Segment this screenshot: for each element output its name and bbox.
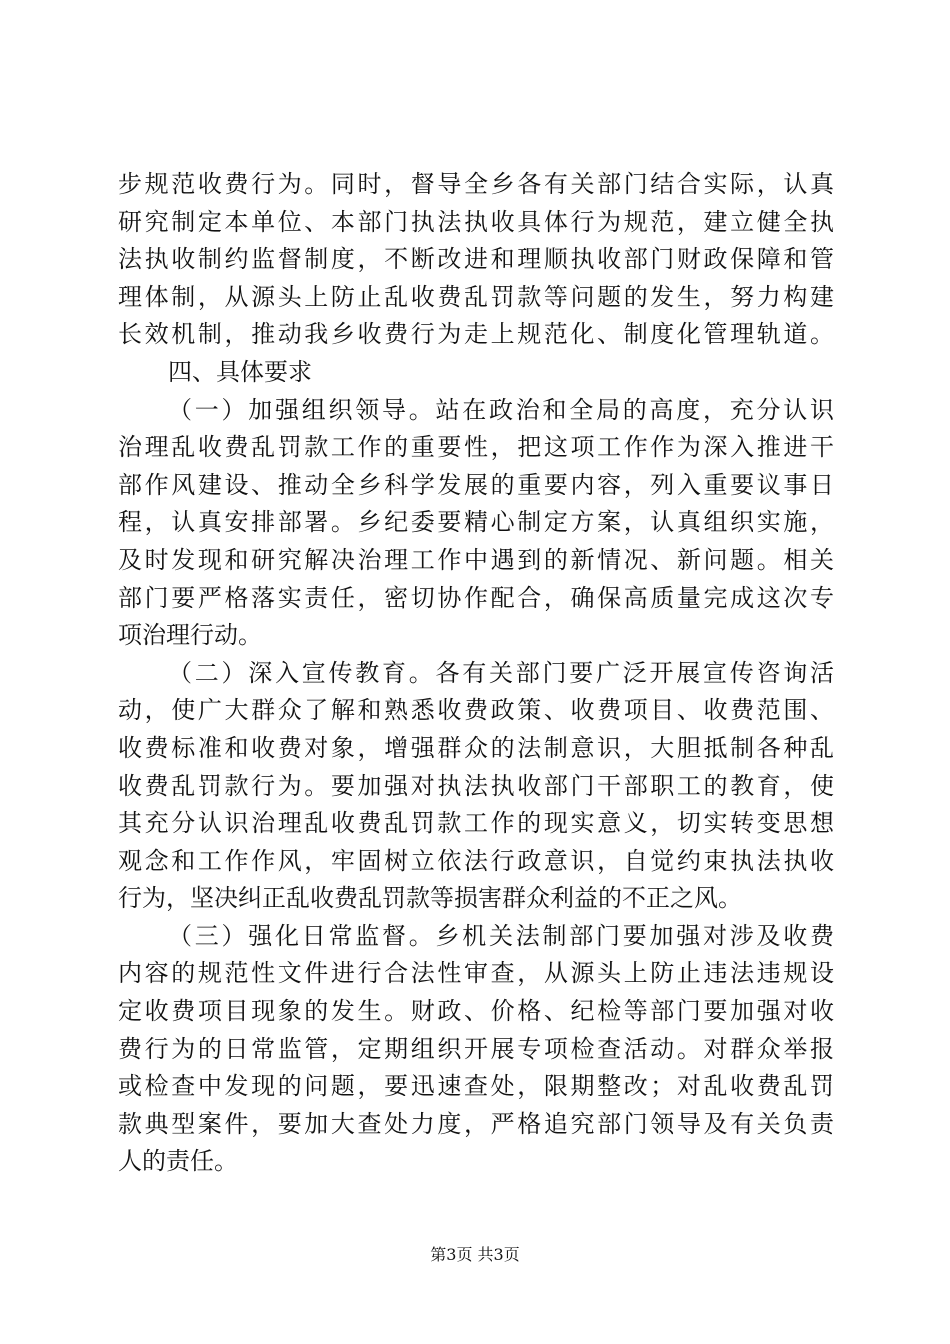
text-line: 法执收制约监督制度，不断改进和理顺执收部门财政保障和管 xyxy=(118,245,834,274)
text-line: 其充分认识治理乱收费乱罚款工作的现实意义，切实转变思想 xyxy=(118,809,834,838)
text-line: （二）深入宣传教育。各有关部门要广泛开展宣传咨询活 xyxy=(168,658,834,687)
text-line: 治理乱收费乱罚款工作的重要性，把这项工作作为深入推进干 xyxy=(118,433,834,462)
text-line: 观念和工作作风，牢固树立依法行政意识，自觉约束执法执收 xyxy=(118,846,834,875)
paragraph-item-2 xyxy=(118,655,834,918)
text-line: 收费乱罚款行为。要加强对执法执收部门干部职工的教育，使 xyxy=(118,771,834,800)
text-line: 及时发现和研究解决治理工作中遇到的新情况、新问题。相关 xyxy=(118,545,834,574)
document-body xyxy=(118,166,834,1181)
page-number: 第3页 共3页 xyxy=(430,1245,520,1264)
text-line: 动，使广大群众了解和熟悉收费政策、收费项目、收费范围、 xyxy=(118,696,834,725)
text-line: 行为，坚决纠正乱收费乱罚款等损害群众利益的不正之风。 xyxy=(118,884,742,913)
text-line: 部作风建设、推动全乡科学发展的重要内容，列入重要议事日 xyxy=(118,470,834,499)
page-footer xyxy=(0,1245,950,1265)
text-line: 款典型案件，要加大查处力度，严格追究部门领导及有关负责 xyxy=(118,1109,834,1138)
text-line: 程，认真安排部署。乡纪委要精心制定方案，认真组织实施， xyxy=(118,508,834,537)
section-heading-requirements xyxy=(118,354,834,392)
text-line: 定收费项目现象的发生。财政、价格、纪检等部门要加强对收 xyxy=(118,997,834,1026)
text-line: 理体制，从源头上防止乱收费乱罚款等问题的发生，努力构建 xyxy=(118,282,834,311)
text-line: 人的责任。 xyxy=(118,1147,238,1176)
text-line: （一）加强组织领导。站在政治和全局的高度，充分认识 xyxy=(168,395,834,424)
text-line: 费行为的日常监管，定期组织开展专项检查活动。对群众举报 xyxy=(118,1034,834,1063)
text-line: 长效机制，推动我乡收费行为走上规范化、制度化管理轨道。 xyxy=(118,320,834,349)
text-line: 项治理行动。 xyxy=(118,621,262,650)
paragraph-item-1 xyxy=(118,392,834,655)
text-line: （三）强化日常监督。乡机关法制部门要加强对涉及收费 xyxy=(168,921,834,950)
text-line: 研究制定本单位、本部门执法执收具体行为规范，建立健全执 xyxy=(118,207,834,236)
text-line: 部门要严格落实责任，密切协作配合，确保高质量完成这次专 xyxy=(118,583,834,612)
text-line: 步规范收费行为。同时，督导全乡各有关部门结合实际，认真 xyxy=(118,170,834,198)
paragraph-item-3 xyxy=(118,918,834,1181)
text-line: 收费标准和收费对象，增强群众的法制意识，大胆抵制各种乱 xyxy=(118,733,834,762)
section-heading: 四、具体要求 xyxy=(168,357,312,386)
text-line: 内容的规范性文件进行合法性审查，从源头上防止违法违规设 xyxy=(118,959,834,988)
text-line: 或检查中发现的问题，要迅速查处，限期整改；对乱收费乱罚 xyxy=(118,1072,834,1101)
paragraph-continuation xyxy=(118,166,834,354)
